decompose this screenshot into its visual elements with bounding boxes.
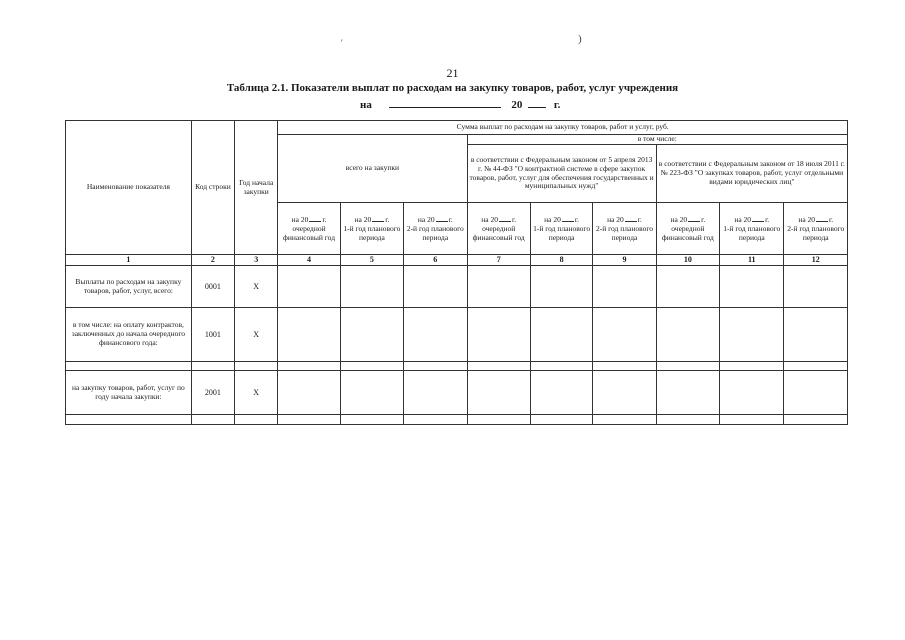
- payments-table: [65, 120, 848, 425]
- data-cell[interactable]: [278, 371, 340, 415]
- column-number: 11: [720, 255, 784, 266]
- data-cell[interactable]: [530, 362, 592, 371]
- data-cell[interactable]: [467, 308, 530, 362]
- empty-cell: [191, 415, 234, 425]
- data-cell[interactable]: [340, 362, 403, 371]
- data-cell[interactable]: [784, 308, 848, 362]
- data-cell[interactable]: [720, 362, 784, 371]
- period-header: на 20 г. 2-й год планового периода: [404, 203, 467, 255]
- header-group-total: всего на закупки: [278, 135, 467, 203]
- data-cell[interactable]: [720, 415, 784, 425]
- data-cell[interactable]: [340, 415, 403, 425]
- scan-mark-right: ): [578, 33, 582, 45]
- period-header: на 20 г. 1-й год планового периода: [720, 203, 784, 255]
- row-name: в том числе: на оплату контрактов, заключенных до начала очередного финансового года:: [66, 308, 192, 362]
- data-cell[interactable]: [467, 362, 530, 371]
- data-cell[interactable]: [593, 371, 656, 415]
- column-number: 3: [235, 255, 278, 266]
- data-cell[interactable]: [720, 266, 784, 308]
- data-cell[interactable]: [278, 415, 340, 425]
- empty-cell: [235, 415, 278, 425]
- table-row: [66, 415, 848, 425]
- row-year: X: [235, 371, 278, 415]
- data-cell[interactable]: [340, 308, 403, 362]
- data-cell[interactable]: [784, 266, 848, 308]
- column-number: 8: [530, 255, 592, 266]
- table-row: [66, 308, 848, 362]
- column-number: 2: [191, 255, 234, 266]
- column-number-row: [66, 255, 848, 266]
- data-cell[interactable]: [593, 415, 656, 425]
- data-cell[interactable]: [404, 415, 467, 425]
- data-cell[interactable]: [656, 371, 719, 415]
- data-cell[interactable]: [530, 415, 592, 425]
- data-cell[interactable]: [340, 266, 403, 308]
- row-name: Выплаты по расходам на закупку товаров, работ, услуг, всего:: [66, 266, 192, 308]
- date-blank: [389, 97, 501, 108]
- year-blank: [528, 97, 546, 108]
- column-number: 9: [593, 255, 656, 266]
- data-cell[interactable]: [340, 371, 403, 415]
- header-code: Код строки: [191, 121, 234, 255]
- data-cell[interactable]: [656, 415, 719, 425]
- period-header: на 20 г. 1-й год планового периода: [530, 203, 592, 255]
- data-cell[interactable]: [530, 266, 592, 308]
- period-header: на 20 г. 1-й год планового периода: [340, 203, 403, 255]
- subtitle-suffix: г.: [553, 99, 561, 111]
- header-group-223fz: в соответствии с Федеральным законом от 18 июля 2011 г. № 223-ФЗ "О закупках товаров, работ, услуг отдельными видами юридических лиц": [656, 145, 847, 203]
- data-cell[interactable]: [720, 308, 784, 362]
- column-number: 6: [404, 255, 467, 266]
- column-number: 5: [340, 255, 403, 266]
- table-row: [66, 371, 848, 415]
- table-row: [66, 362, 848, 371]
- period-header: на 20 г. очередной финансовый год: [656, 203, 719, 255]
- row-name: на закупку товаров, работ, услуг по году начала закупки:: [66, 371, 192, 415]
- data-cell[interactable]: [404, 371, 467, 415]
- column-number: 12: [784, 255, 848, 266]
- subtitle-prefix: на: [360, 99, 372, 111]
- column-number: 4: [278, 255, 340, 266]
- row-code: 0001: [191, 266, 234, 308]
- data-cell[interactable]: [593, 362, 656, 371]
- scan-mark-left: ': [341, 38, 343, 48]
- data-cell[interactable]: [784, 371, 848, 415]
- column-number: 10: [656, 255, 719, 266]
- data-cell[interactable]: [784, 362, 848, 371]
- row-year: X: [235, 308, 278, 362]
- header-including: в том числе:: [467, 135, 848, 145]
- data-cell[interactable]: [404, 266, 467, 308]
- column-number: 7: [467, 255, 530, 266]
- data-cell[interactable]: [656, 308, 719, 362]
- page-number: 21: [446, 66, 459, 80]
- column-number: 1: [66, 255, 192, 266]
- header-name: Наименование показателя: [66, 121, 192, 255]
- data-cell[interactable]: [784, 415, 848, 425]
- table-title: Таблица 2.1. Показатели выплат по расходам на закупку товаров, работ, услуг учреждения: [226, 82, 679, 94]
- data-cell[interactable]: [467, 371, 530, 415]
- period-header: на 20 г. 2-й год планового периода: [593, 203, 656, 255]
- data-cell[interactable]: [278, 266, 340, 308]
- data-cell[interactable]: [278, 362, 340, 371]
- data-cell[interactable]: [656, 266, 719, 308]
- data-cell[interactable]: [278, 308, 340, 362]
- data-cell[interactable]: [656, 362, 719, 371]
- data-cell[interactable]: [404, 308, 467, 362]
- subtitle-year-prefix: 20: [511, 99, 523, 111]
- row-code: 1001: [191, 308, 234, 362]
- empty-cell: [66, 415, 192, 425]
- table-subtitle: [360, 97, 560, 111]
- row-year: X: [235, 266, 278, 308]
- period-header: на 20 г. 2-й год планового периода: [784, 203, 848, 255]
- data-cell[interactable]: [593, 266, 656, 308]
- header-sum: Сумма выплат по расходам на закупку товаров, работ и услуг, руб.: [278, 121, 848, 135]
- data-cell[interactable]: [404, 362, 467, 371]
- data-cell[interactable]: [467, 266, 530, 308]
- data-cell[interactable]: [530, 308, 592, 362]
- data-cell[interactable]: [530, 371, 592, 415]
- period-header: на 20 г. очередной финансовый год: [467, 203, 530, 255]
- data-cell[interactable]: [467, 415, 530, 425]
- header-year: Год начала закупки: [235, 121, 278, 255]
- data-cell[interactable]: [720, 371, 784, 415]
- empty-cell: [66, 362, 192, 371]
- empty-cell: [235, 362, 278, 371]
- empty-cell: [191, 362, 234, 371]
- period-header: на 20 г. очередной финансовый год: [278, 203, 340, 255]
- data-cell[interactable]: [593, 308, 656, 362]
- table-row: [66, 266, 848, 308]
- header-group-44fz: в соответствии с Федеральным законом от 5 апреля 2013 г. № 44-ФЗ "О контрактной системе в сфере закупок товаров, работ, услуг для обеспечения государственных и муниципальных нужд": [467, 145, 656, 203]
- row-code: 2001: [191, 371, 234, 415]
